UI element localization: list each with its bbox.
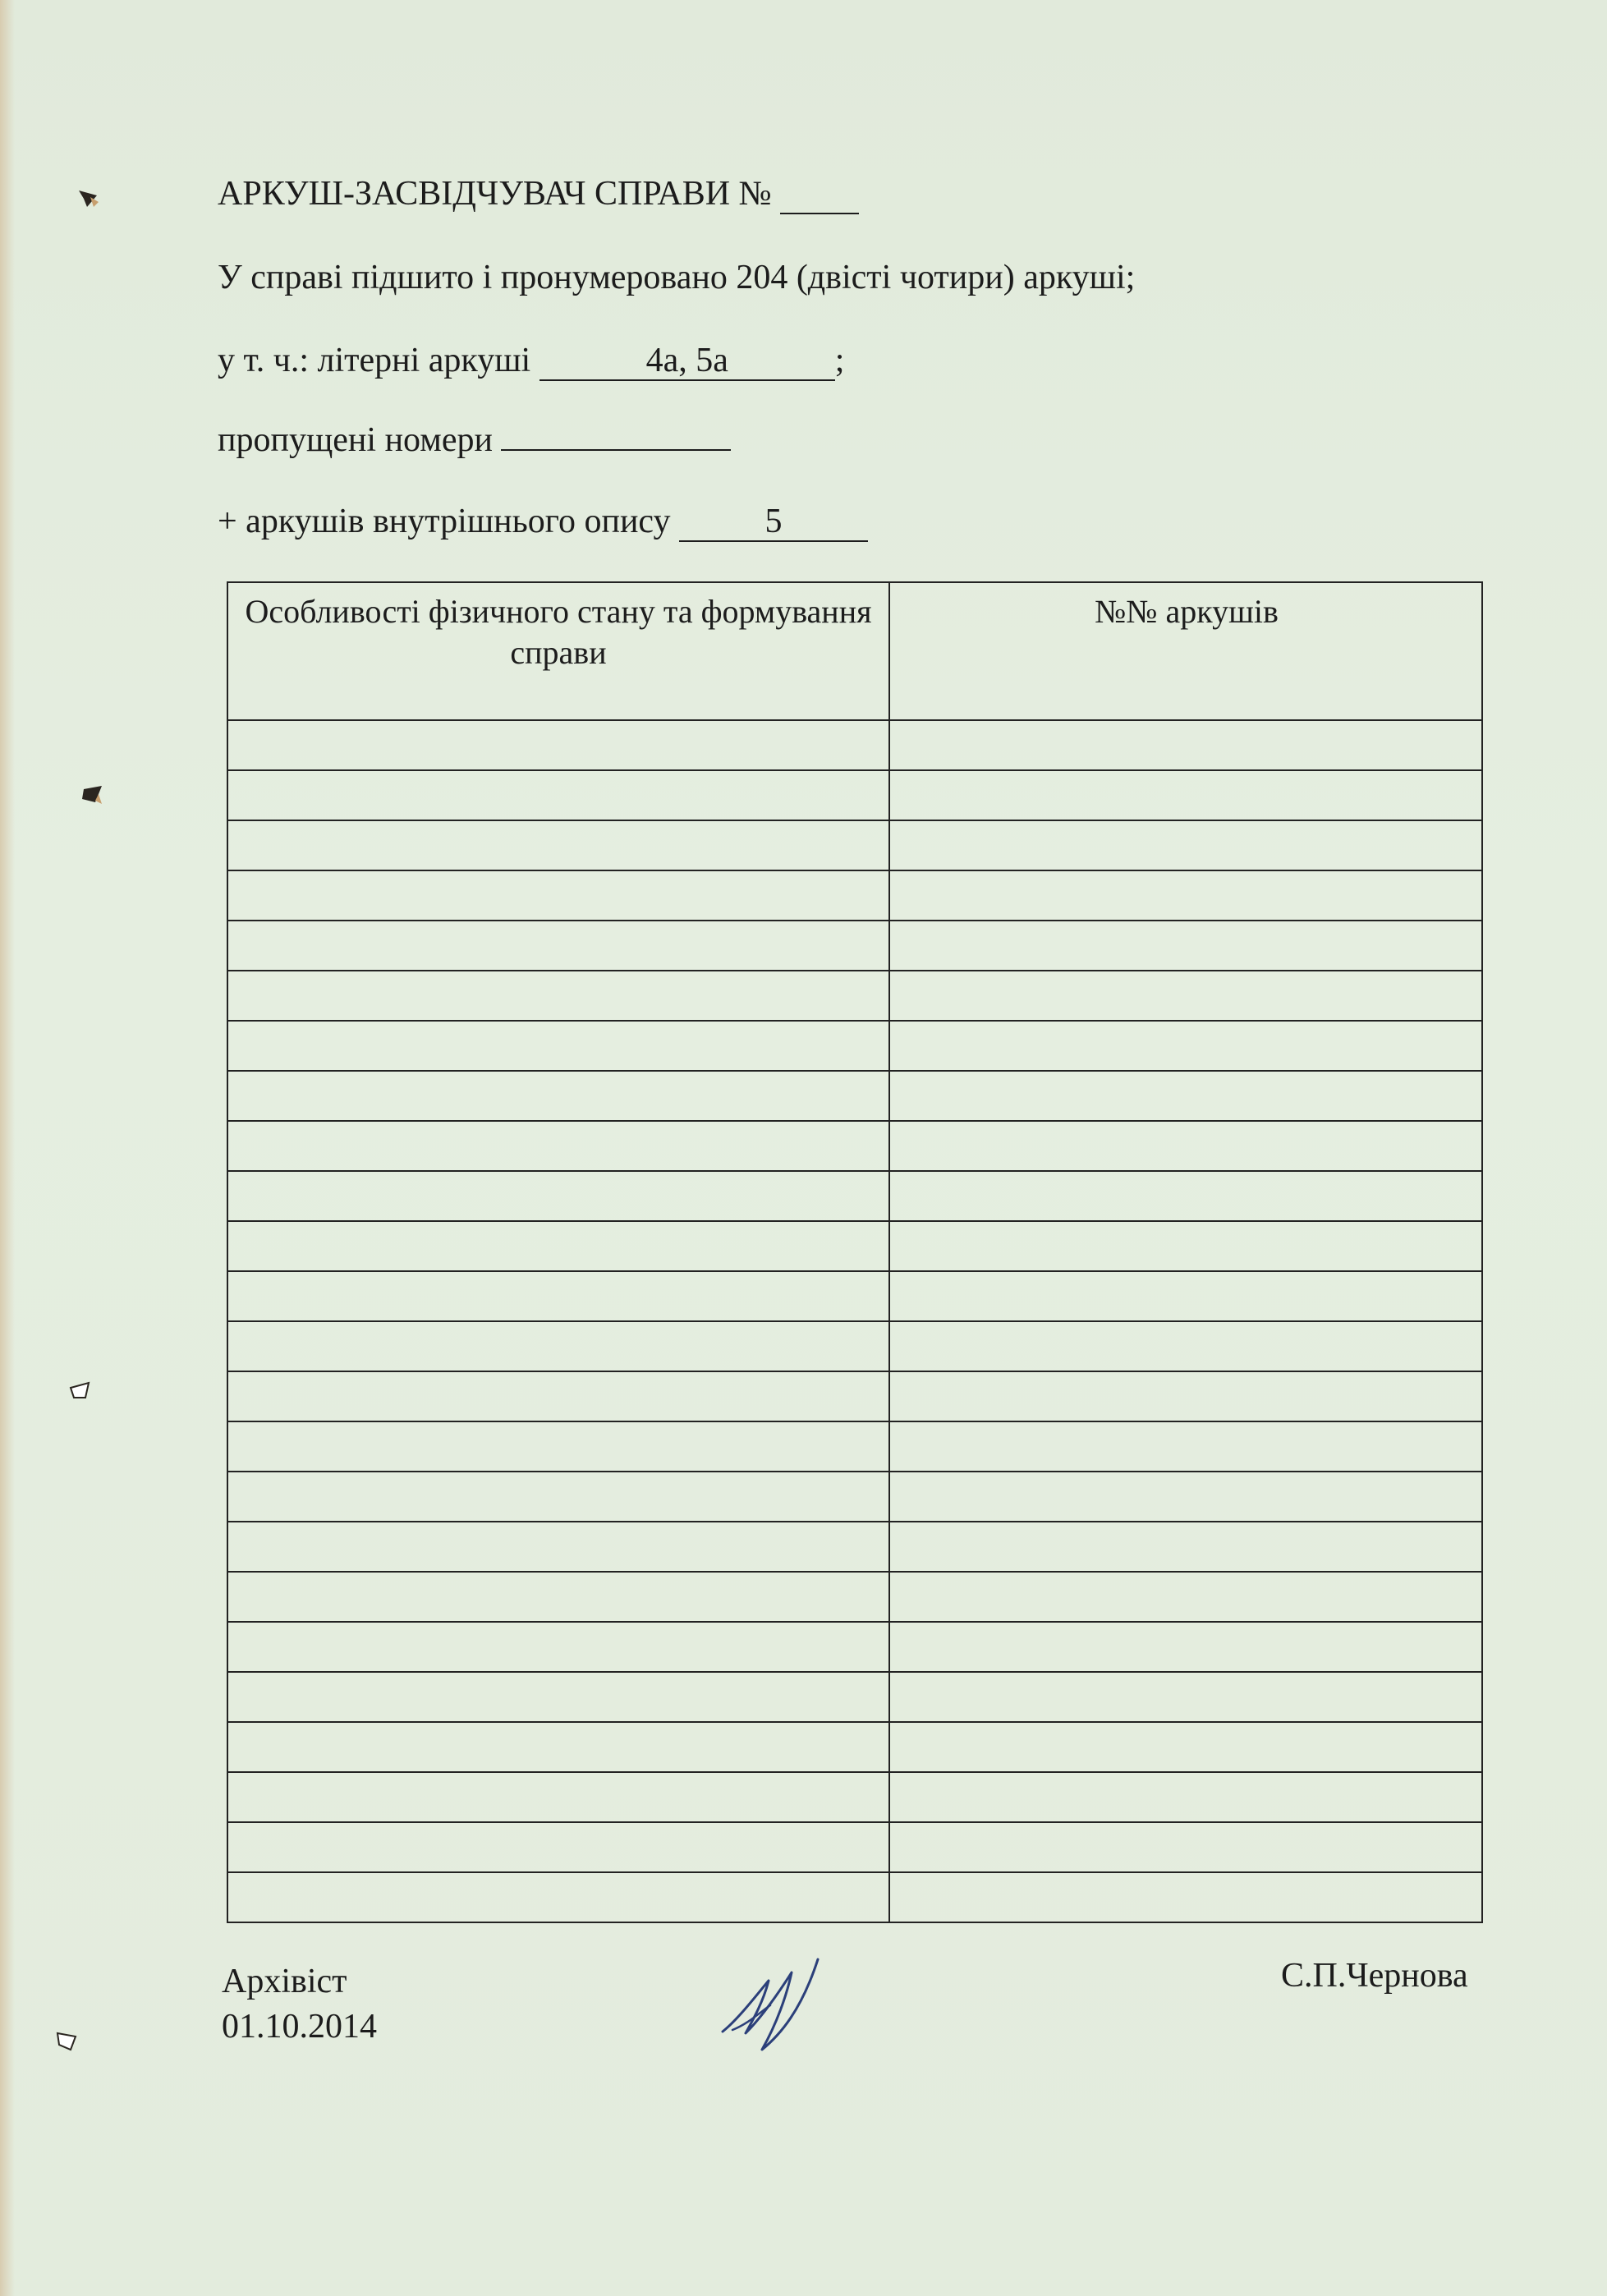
table-row: [228, 769, 1481, 771]
archivist-name: С.П.Чернова: [1281, 1957, 1468, 1995]
table-row: [228, 1270, 1481, 1272]
table-row: [228, 1571, 1481, 1573]
table-row: [228, 1320, 1481, 1322]
title-text: АРКУШ-ЗАСВІДЧУВАЧ СПРАВИ №: [218, 175, 772, 213]
letter-sheets-value: 4а, 5а: [539, 343, 835, 381]
table-row: [228, 719, 1481, 721]
sheet-count-line: У справі підшито і пронумеровано 204 (двісті чотири) аркуші;: [218, 259, 1136, 296]
table-row: [228, 1471, 1481, 1472]
table-row: [228, 1170, 1481, 1172]
table-row: [228, 820, 1481, 821]
punch-hole: [79, 784, 103, 806]
table-row: [228, 1671, 1481, 1673]
archivist-label: Архівіст: [222, 1963, 347, 2000]
punch-hole: [76, 187, 100, 209]
table-row: [228, 1521, 1481, 1522]
footer-date: 01.10.2014: [222, 2008, 377, 2046]
punch-hole: [54, 2030, 79, 2051]
table-row: [228, 920, 1481, 921]
table-row: [228, 1621, 1481, 1623]
table-row: [228, 1371, 1481, 1372]
inner-inventory-line: [218, 504, 868, 542]
inner-inventory-label: + аркушів внутрішнього опису: [218, 503, 671, 540]
table-row: [228, 1821, 1481, 1823]
missing-numbers-line: [218, 423, 731, 457]
case-number-blank: [780, 177, 859, 214]
handwritten-signature: [716, 1953, 823, 2055]
table-row: [228, 1220, 1481, 1222]
physical-state-table: [227, 581, 1483, 1923]
inner-inventory-value: 5: [679, 504, 868, 542]
missing-numbers-value: [501, 448, 731, 451]
paper-edge: [0, 0, 15, 2296]
table-row: [228, 1421, 1481, 1422]
missing-numbers-label: пропущені номери: [218, 421, 493, 459]
col-header-sheet-numbers: №№ аркушів: [1095, 593, 1279, 630]
letter-sheets-end: ;: [834, 342, 845, 379]
table-row: [228, 970, 1481, 971]
table-row: [228, 1721, 1481, 1723]
table-row: [228, 870, 1481, 871]
table-row: [228, 1771, 1481, 1773]
table-row: [228, 1120, 1481, 1122]
table-row: [228, 1020, 1481, 1022]
punch-hole: [67, 1380, 92, 1401]
table-row: [228, 1070, 1481, 1072]
letter-sheets-label: у т. ч.: літерні аркуші: [218, 342, 531, 379]
table-row: [228, 1871, 1481, 1873]
document-title: [218, 177, 859, 214]
col-header-features: Особливості фізичного стану та формування справи: [245, 593, 872, 671]
letter-sheets-line: [218, 343, 844, 381]
